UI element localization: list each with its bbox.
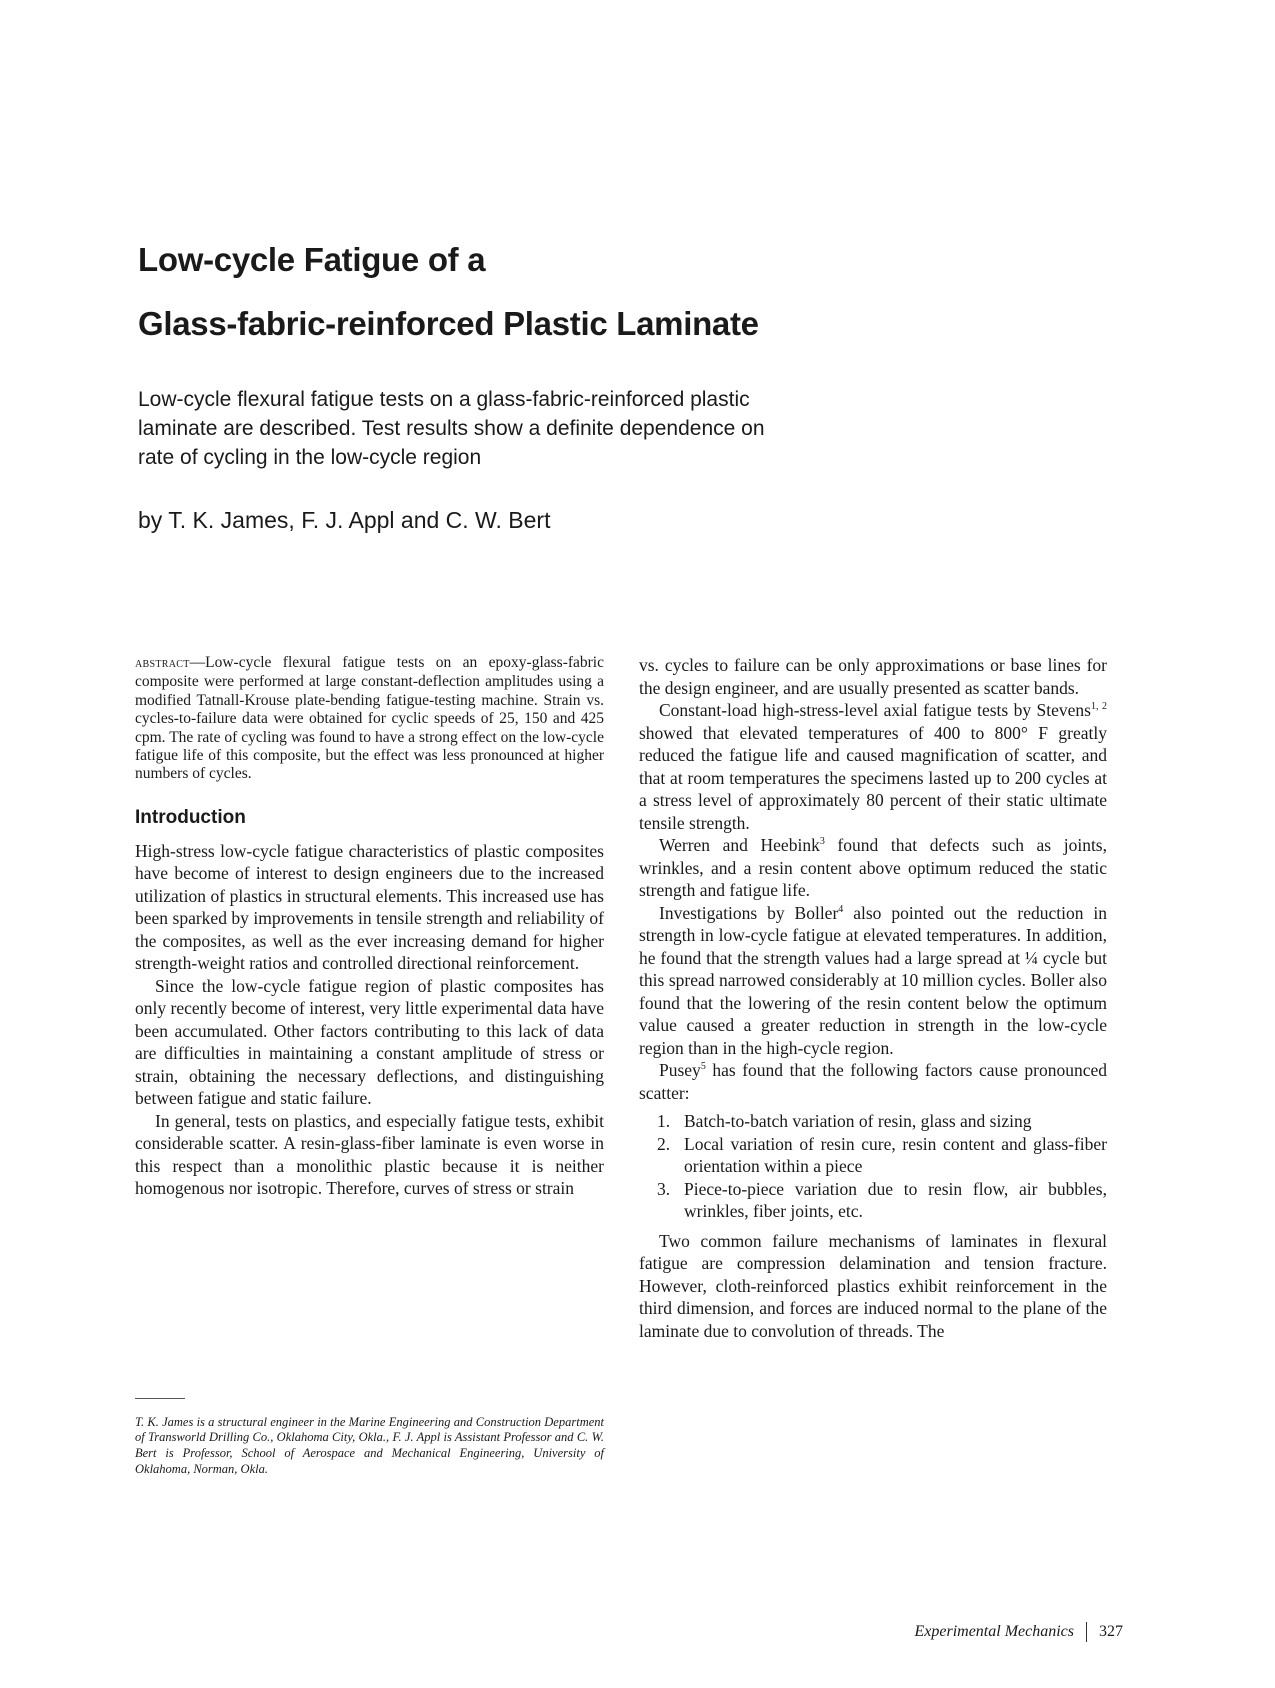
list-number: 2. <box>657 1133 671 1154</box>
citation-werren: 3 <box>819 836 825 848</box>
right-paragraph-2-end: showed that elevated temperatures of 400 to 800° F greatly reduced the fatigue life and caused magnification of scatter, and that at room temperatures the specimens lasted up to 200 cycles at a stress level of approximately 80 percent of their static ultimate tensile strength. <box>639 722 1107 833</box>
citation-boller: 4 <box>838 903 844 915</box>
list-number: 1. <box>657 1111 671 1131</box>
list-number: 3. <box>657 1178 671 1199</box>
footnote-rule <box>135 1398 185 1399</box>
abstract-text: —Low-cycle flexural fatigue tests on an epoxy-glass-fabric composite were performed at large constant-deflection amplitudes using a modified Tatnall-Krouse plate-bending fatigue-testing machine. Strain vs. cycles-to-failure data were obtained for cyclic speeds of 25, 150 and 425 cpm. The rate of cycling was found to have a strong effect on the low-cycle fatigue life of this composite, but the effect was less pronounced at higher numbers of cycles. <box>135 654 604 783</box>
right-paragraph-3 <box>639 834 1107 902</box>
citation-stevens: 1, 2 <box>1090 701 1108 713</box>
introduction-heading: Introduction <box>135 806 246 828</box>
abstract-label: abstract <box>135 656 190 671</box>
footer-divider <box>1086 1622 1087 1642</box>
right-paragraph-5-end: has found that the following factors cause pronounced scatter: <box>639 1060 1107 1103</box>
right-paragraph-5-start: Pusey <box>659 1060 701 1080</box>
right-paragraph-5 <box>639 1059 1107 1104</box>
author-byline: by T. K. James, F. J. Appl and C. W. Bert <box>138 507 551 533</box>
journal-name: Experimental Mechanics <box>914 1623 1074 1640</box>
paper-title <box>138 228 838 356</box>
list-item <box>639 1178 1107 1223</box>
list-item <box>639 1133 1107 1178</box>
right-column <box>639 654 1107 1342</box>
list-text: Batch-to-batch variation of resin, glass and sizing <box>684 1111 1032 1131</box>
title-line-1: Low-cycle Fatigue of a <box>138 241 486 278</box>
right-paragraph-3-end: found that defects such as joints, wrinkles, and a resin content above optimum reduced the static strength and fatigue life. <box>639 835 1107 900</box>
author-footnote: T. K. James is a structural engineer in the Marine Engineering and Construction Department of Transworld Drilling Co., Oklahoma City, Okla., F. J. Appl is Assistant Professor and C. W. Bert is Professor, School of Aerospace and Mechanical Engineering, University of Oklahoma, Norman, Okla. <box>135 1414 604 1476</box>
right-paragraph-4-start: Investigations by Boller <box>659 902 839 923</box>
citation-pusey: 5 <box>700 1061 706 1073</box>
title-line-2: Glass-fabric-reinforced Plastic Laminate <box>138 305 759 342</box>
abstract <box>135 654 604 784</box>
scatter-factors-list <box>639 1110 1107 1223</box>
list-text: Local variation of resin cure, resin content and glass-fiber orientation within a piece <box>684 1133 1107 1176</box>
right-paragraph-2 <box>639 699 1107 834</box>
intro-paragraph-1: High-stress low-cycle fatigue characteristics of plastic composites have become of interest to design engineers due to the increased utilization of plastics in structural elements. This increased use has been sparked by improvements in tensile strength and reliability of the composites, as well as the ever increasing demand for higher strength-weight ratios and controlled directional reinforcement. <box>135 840 604 974</box>
page-number: 327 <box>1099 1623 1123 1640</box>
right-paragraph-4-end: also pointed out the reduction in strength in low-cycle fatigue at elevated temperatures. In addition, he found that the strength values had a large spread at ¼ cycle but this spread narrowed considerably at 10 million cycles. Boller also found that the lowering of the resin content below the optimum value caused a greater reduction in strength in the low-cycle region than in the high-cycle region. <box>639 902 1107 1058</box>
list-text: Piece-to-piece variation due to resin flow, air bubbles, wrinkles, fiber joints, etc. <box>684 1178 1107 1221</box>
running-footer <box>915 1622 1124 1642</box>
right-paragraph-1: vs. cycles to failure can be only approximations or base lines for the design engineer, and are usually presented as scatter bands. <box>639 655 1107 698</box>
right-paragraph-6: Two common failure mechanisms of laminates in flexural fatigue are compression delamination and tension fracture. However, cloth-reinforced plastics exhibit reinforcement in the third dimension, and forces are induced normal to the plane of the laminate due to convolution of threads. The <box>639 1230 1107 1341</box>
left-column <box>135 654 604 1200</box>
list-item <box>639 1110 1107 1133</box>
intro-paragraph-2: Since the low-cycle fatigue region of plastic composites has only recently become of interest, very little experimental data have been accumulated. Other factors contributing to this lack of data are difficulties in maintaining a constant amplitude of stress or strain, obtaining the necessary deflections, and distinguishing between fatigue and static failure. <box>135 975 604 1109</box>
right-paragraph-2-start: Constant-load high-stress-level axial fatigue tests by Stevens <box>659 700 1091 720</box>
paper-subtitle: Low-cycle flexural fatigue tests on a glass-fabric-reinforced plastic laminate are described. Test results show a definite dependence on rate of cycling in the low-cycle region <box>138 388 765 469</box>
intro-paragraph-3: In general, tests on plastics, and especially fatigue tests, exhibit considerable scatter. A resin-glass-fiber laminate is even worse in this respect than a monolithic plastic because it is neither homogenous nor isotropic. Therefore, curves of stress or strain <box>135 1110 604 1199</box>
right-paragraph-4 <box>639 902 1107 1060</box>
right-paragraph-3-start: Werren and Heebink <box>659 835 820 855</box>
